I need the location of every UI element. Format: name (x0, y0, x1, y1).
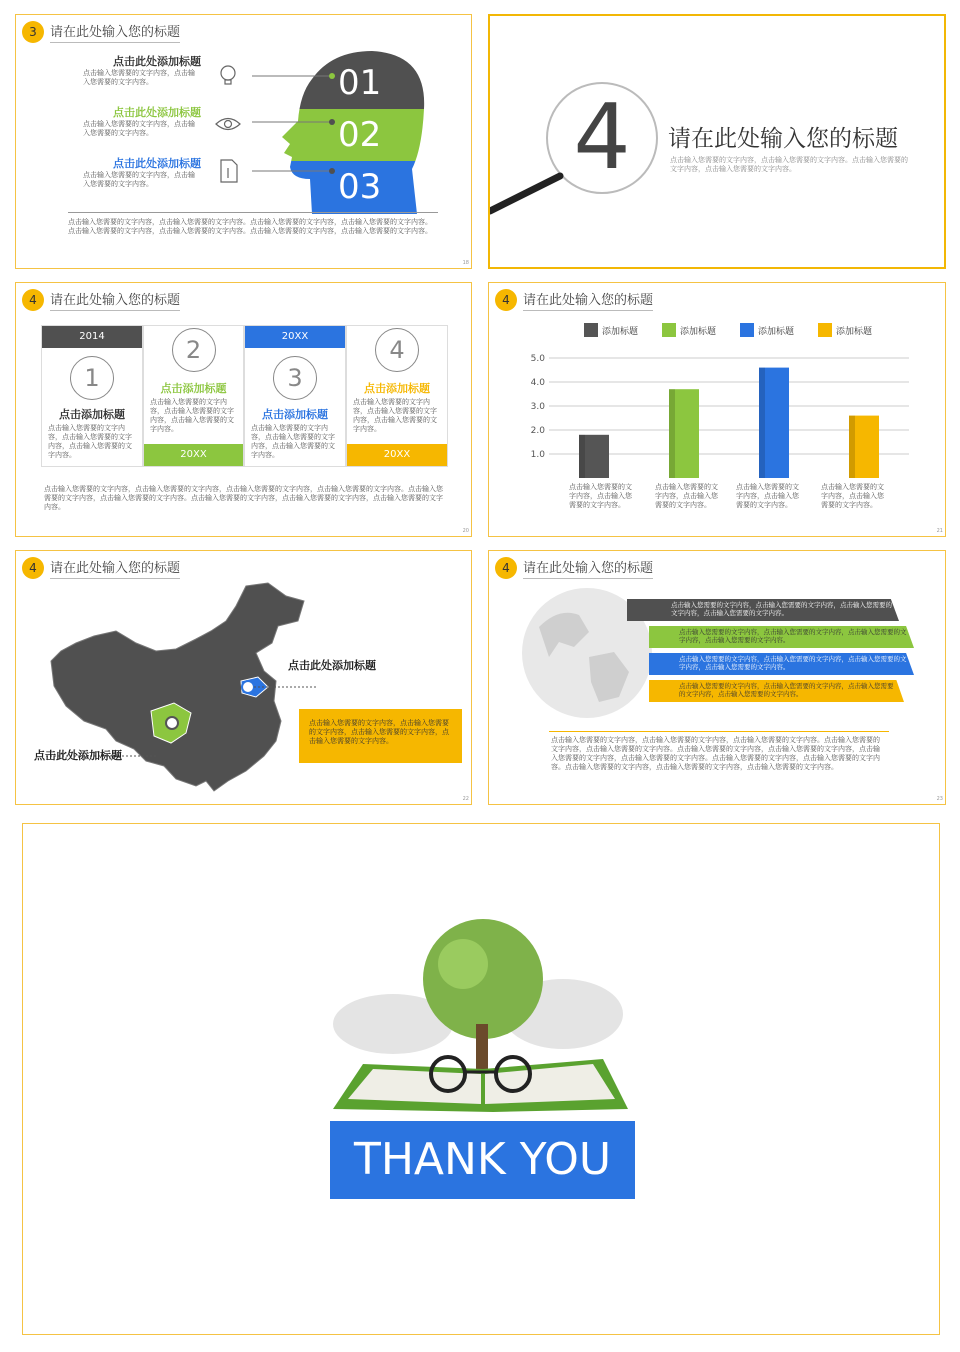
section-number: 3 (22, 21, 44, 43)
step-4-number: 4 (375, 328, 419, 372)
slide-title: 请在此处输入您的标题 (50, 557, 180, 579)
item-1-heading: 点击此处添加标题 (113, 55, 201, 68)
tree-book-illustration (323, 894, 643, 1134)
document-icon (219, 158, 239, 184)
y-tick-label: 2.0 (530, 426, 545, 436)
bar-4-text: 点击输入您需要的文字内容，点击输入您需要的文字内容，点击输入您需要的文字内容，点击输入您需要的文字内容。 (679, 682, 894, 698)
step-4-card (346, 325, 448, 467)
slide-header (495, 557, 653, 579)
caption-1: 点击输入您需要的文字内容，点击输入您需要的文字内容。 (569, 483, 632, 509)
slide-title: 请在此处输入您的标题 (50, 21, 180, 43)
item-2-text: 点击输入您需要的文字内容，点击输入您需要的文字内容。 (83, 120, 195, 137)
y-tick-label: 3.0 (530, 402, 545, 412)
bar-shade-3 (759, 368, 765, 478)
page-number: 18 (462, 260, 469, 266)
step-3-card (244, 325, 346, 467)
step-3-tag: 20XX (245, 326, 345, 348)
step-4-text: 点击输入您需要的文字内容，点击输入您需要的文字内容，点击输入您需要的文字内容。 (353, 398, 437, 433)
caption-3: 点击输入您需要的文字内容，点击输入您需要的文字内容。 (736, 483, 799, 509)
y-tick-label: 5.0 (530, 354, 545, 364)
step-1-card (41, 325, 143, 467)
legend-label-4: 添加标题 (836, 327, 873, 337)
slide-head-diagram (15, 14, 472, 269)
slide-thank-you (22, 823, 940, 1335)
slide-header (22, 21, 180, 43)
divider (68, 212, 438, 213)
legend-swatch-1 (584, 323, 598, 337)
eye-icon (214, 115, 242, 133)
page-number: 22 (462, 796, 469, 802)
legend-swatch-4 (818, 323, 832, 337)
thank-you-banner: THANK YOU (330, 1121, 635, 1199)
step-1-number: 1 (70, 356, 114, 400)
item-3 (81, 155, 201, 189)
bar-3-text: 点击输入您需要的文字内容，点击输入您需要的文字内容，点击输入您需要的文字内容，点击输入您需要的文字内容。 (679, 655, 907, 671)
bar-shade-4 (849, 416, 855, 478)
lightbulb-icon (216, 63, 240, 87)
section-number: 4 (22, 289, 44, 311)
body-text: 点击输入您需要的文字内容，点击输入您需要的文字内容，点击输入您需要的文字内容。点击输入您需要的文字内容，点击输入您需要的文字内容。点击输入您需要的文字内容，点击输入您需要的文字内容，点击输入您需要的文字内容，点击输入您需要的文字内容。点击输入您需要的文字内容，点击输入您需要的文字内容。点击输入您需要的文字内容，点击输入您需要的文字内容，点击输入您需要的文字内容。 (551, 736, 880, 771)
page-number: 21 (936, 528, 943, 534)
step-1-text: 点击输入您需要的文字内容，点击输入您需要的文字内容，点击输入您需要的文字内容。 (48, 424, 132, 459)
slide-steps (15, 282, 472, 537)
bar-shade-1 (579, 435, 585, 478)
section-number: 4 (495, 289, 517, 311)
y-tick-label: 4.0 (530, 378, 545, 388)
slide-bar-chart (488, 282, 946, 537)
body-text: 点击输入您需要的文字内容，点击输入您需要的文字内容。点击输入您需要的文字内容，点击输入您需要的文字内容。点击输入您需要的文字内容，点击输入您需要的文字内容。点击输入您需要的文字内容，点击输入您需要的文字内容。 (68, 218, 432, 235)
legend-label-1: 添加标题 (602, 327, 639, 337)
item-1 (81, 53, 201, 87)
section-number: 4 (495, 557, 517, 579)
legend-label-3: 添加标题 (758, 327, 795, 337)
item-2-heading: 点击此处添加标题 (113, 106, 201, 119)
slide-title: 请在此处输入您的标题 (668, 126, 898, 152)
slide-map (15, 550, 472, 805)
step-1-heading: 点击添加标题 (59, 408, 125, 421)
legend-swatch-2 (662, 323, 676, 337)
slide-header (22, 289, 180, 311)
slide-header (495, 289, 653, 311)
bar-2-text: 点击输入您需要的文字内容，点击输入您需要的文字内容，点击输入您需要的文字内容，点击输入您需要的文字内容。 (679, 628, 907, 644)
slide-title: 请在此处输入您的标题 (523, 557, 653, 579)
page-number: 20 (462, 528, 469, 534)
bar-1-text: 点击输入您需要的文字内容，点击输入您需要的文字内容，点击输入您需要的文字内容，点击输入您需要的文字内容。 (671, 601, 892, 617)
slide-title: 请在此处输入您的标题 (523, 289, 653, 311)
item-3-heading: 点击此处添加标题 (113, 157, 201, 170)
step-2-tag: 20XX (144, 444, 243, 466)
subtitle-text: 点击输入您需要的文字内容，点击输入您需要的文字内容。点击输入您需要的文字内容，点击输入您需要的文字内容。 (670, 156, 908, 173)
china-map (46, 581, 316, 801)
info-box: 点击输入您需要的文字内容，点击输入您需要的文字内容，点击输入您需要的文字内容，点击输入您需要的文字内容。 (299, 709, 462, 763)
step-3-number: 3 (273, 356, 317, 400)
slide-globe (488, 550, 946, 805)
section-number: 4 (22, 557, 44, 579)
slide-title: 请在此处输入您的标题 (50, 289, 180, 311)
map-label-left: 点击此处添加标题 (34, 749, 122, 762)
page-number: 23 (936, 796, 943, 802)
caption-4: 点击输入您需要的文字内容，点击输入您需要的文字内容。 (821, 483, 884, 509)
legend-label-2: 添加标题 (680, 327, 717, 337)
item-3-text: 点击输入您需要的文字内容，点击输入您需要的文字内容。 (83, 171, 195, 188)
bar-shade-2 (669, 389, 675, 478)
label-02: 02 (338, 115, 382, 155)
step-3-heading: 点击添加标题 (262, 408, 328, 421)
legend-swatch-3 (740, 323, 754, 337)
caption-2: 点击输入您需要的文字内容，点击输入您需要的文字内容。 (655, 483, 718, 509)
divider (549, 731, 889, 732)
item-1-text: 点击输入您需要的文字内容，点击输入您需要的文字内容。 (83, 69, 195, 86)
body-text: 点击输入您需要的文字内容，点击输入您需要的文字内容，点击输入您需要的文字内容，点击输入您需要的文字内容。点击输入您需要的文字内容，点击输入您需要的文字内容。点击输入您需要的文字内容，点击输入您需要的文字内容，点击输入您需要的文字内容。 (44, 485, 443, 511)
step-2-number: 2 (172, 328, 216, 372)
step-2-heading: 点击添加标题 (160, 382, 227, 395)
label-01: 01 (338, 63, 382, 103)
y-tick-label: 1.0 (530, 450, 545, 460)
slide-section-title (488, 14, 946, 269)
step-4-heading: 点击添加标题 (364, 382, 430, 395)
label-03: 03 (338, 167, 382, 207)
step-3-text: 点击输入您需要的文字内容，点击输入您需要的文字内容，点击输入您需要的文字内容。 (251, 424, 335, 459)
step-2-card (143, 325, 244, 467)
map-label-right: 点击此处添加标题 (288, 659, 376, 672)
step-2-text: 点击输入您需要的文字内容，点击输入您需要的文字内容，点击输入您需要的文字内容。 (150, 398, 234, 433)
step-1-tag: 2014 (42, 326, 142, 348)
item-2 (81, 104, 201, 138)
slide-header (22, 557, 180, 579)
step-4-tag: 20XX (347, 444, 447, 466)
section-number: 4 (573, 85, 631, 190)
